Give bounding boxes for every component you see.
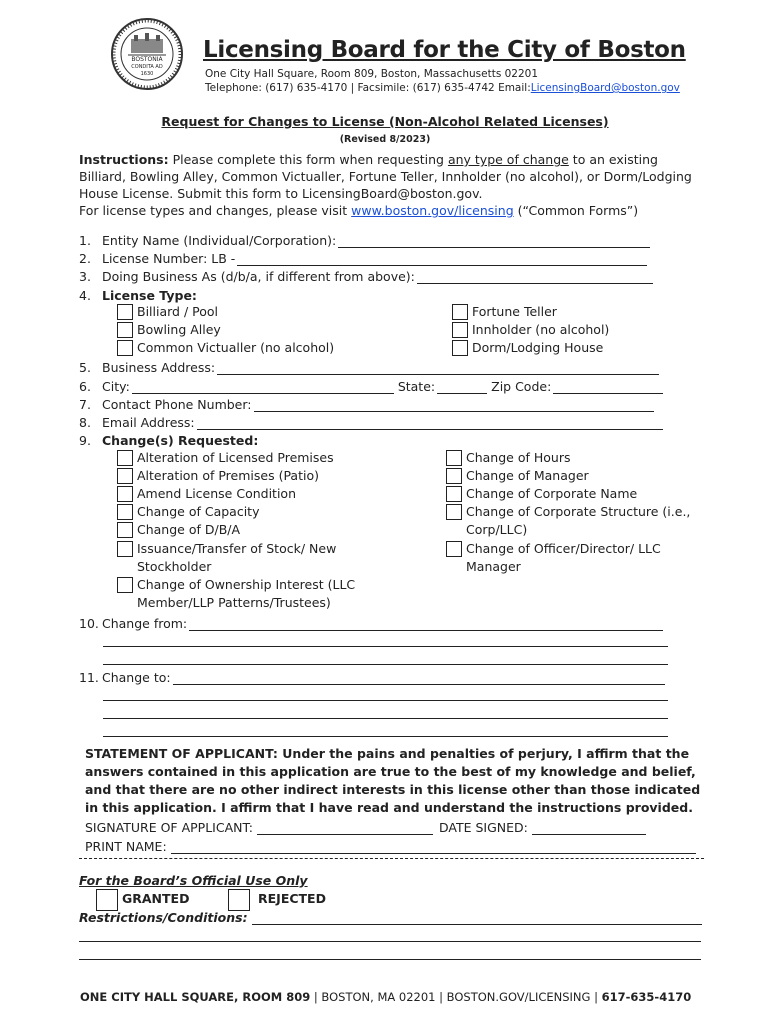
field-print-name: PRINT NAME: [85,836,696,854]
checkbox-corp-structure[interactable]: Change of Corporate Structure (i.e., Corp/LLC) [446,503,690,539]
checkbox-icon[interactable] [446,541,462,557]
checkbox-icon[interactable] [452,340,468,356]
field-signature: SIGNATURE OF APPLICANT: DATE SIGNED: [85,817,646,835]
svg-text:CONDITA AD: CONDITA AD [131,64,163,70]
checkbox-rejected[interactable]: REJECTED [228,888,326,911]
svg-text:BOSTONIA: BOSTONIA [131,56,163,63]
change-to-line-2[interactable] [103,700,668,701]
business-address-input[interactable] [217,360,659,375]
date-signed-input[interactable] [532,820,646,835]
phone-fax: Telephone: (617) 635-4170 | Facsimile: (617) 635-4742 Email: [205,82,531,94]
field-license-type: 4. License Type: [79,288,197,303]
applicant-statement: STATEMENT OF APPLICANT: Under the pains and penalties of perjury, I affirm that the answers contained in this application are true to the best of my knowledge and belief, and that there are no other indirect interests in this license other than those indicated in this application. I affirm that I have read and understand the instructions provided. [85,746,701,815]
checkbox-capacity[interactable]: Change of Capacity [117,503,259,521]
instructions-label: Instructions: [79,152,169,167]
checkbox-icon[interactable] [446,450,462,466]
field-changes-requested: 9. Change(s) Requested: [79,433,259,448]
change-from-input[interactable] [189,616,663,631]
change-from-line-2[interactable] [103,646,668,647]
zip-input[interactable] [553,379,663,394]
checkbox-granted[interactable]: GRANTED [96,888,189,911]
checkbox-icon[interactable] [117,322,133,338]
form-heading: Request for Changes to License (Non-Alcohol Related Licenses) [161,114,609,129]
checkbox-icon[interactable] [117,450,133,466]
field-change-to: 11. Change to: [79,667,665,685]
checkbox-billiard[interactable]: Billiard / Pool [117,303,218,321]
checkbox-officer[interactable]: Change of Officer/Director/ LLC Manager [446,540,661,576]
checkbox-icon[interactable] [117,340,133,356]
checkbox-dorm[interactable]: Dorm/Lodging House [452,339,603,357]
official-use-title: For the Board’s Official Use Only [79,873,308,888]
checkbox-icon[interactable] [446,486,462,502]
checkbox-icon[interactable] [446,504,462,520]
change-to-line-4[interactable] [103,736,668,737]
city-input[interactable] [132,379,394,394]
instructions: Instructions: Please complete this form when requesting any type of change to an existing Billiard, Bowling Alley, Common Victualler, Fortune Teller, Innholder (no alcohol), or Dorm/Lodging House License. Submit this form to LicensingBoard@boston.gov. For license types and changes, please visit www.boston.gov/licensing (“Common Forms”) [79,152,692,218]
field-change-from: 10. Change from: [79,613,663,631]
checkbox-icon[interactable] [117,577,133,593]
checkbox-bowling[interactable]: Bowling Alley [117,321,221,339]
checkbox-alteration-patio[interactable]: Alteration of Premises (Patio) [117,467,319,485]
licensing-link[interactable]: www.boston.gov/licensing [351,203,514,218]
dba-input[interactable] [417,269,653,284]
city-seal-logo [110,17,184,91]
footer: ONE CITY HALL SQUARE, ROOM 809 | BOSTON, MA 02201 | BOSTON.GOV/LICENSING | 617-635-4170 [80,990,692,1004]
checkbox-manager[interactable]: Change of Manager [446,467,589,485]
change-to-line-3[interactable] [103,718,668,719]
checkbox-fortune-teller[interactable]: Fortune Teller [452,303,557,321]
checkbox-icon[interactable] [446,468,462,484]
checkbox-victualler[interactable]: Common Victualler (no alcohol) [117,339,334,357]
address-line: One City Hall Square, Room 809, Boston, Massachusetts 02201 [205,68,539,80]
state-input[interactable] [437,379,487,394]
checkbox-dba[interactable]: Change of D/B/A [117,521,240,539]
revision-date: (Revised 8/2023) [339,134,431,145]
field-entity-name: 1. Entity Name (Individual/Corporation): [79,230,650,248]
field-dba: 3. Doing Business As (d/b/a, if different from above): [79,266,653,284]
signature-input[interactable] [257,820,433,835]
checkbox-alteration-licensed[interactable]: Alteration of Licensed Premises [117,449,334,467]
checkbox-stock[interactable]: Issuance/Transfer of Stock/ New Stockholder [117,540,336,576]
field-business-address: 5. Business Address: [79,357,659,375]
checkbox-icon[interactable] [117,468,133,484]
contact-info [205,67,680,95]
field-phone: 7. Contact Phone Number: [79,394,654,412]
checkbox-icon[interactable] [117,522,133,538]
field-email: 8. Email Address: [79,412,663,430]
restrictions-line-2[interactable] [79,941,701,942]
checkbox-icon[interactable] [117,304,133,320]
phone-input[interactable] [254,397,654,412]
page-title: Licensing Board for the City of Boston [203,37,686,63]
field-restrictions: Restrictions/Conditions: [79,907,702,925]
checkbox-corp-name[interactable]: Change of Corporate Name [446,485,637,503]
field-city-state-zip: 6. City: State: Zip Code: [79,376,663,394]
email-input[interactable] [197,415,663,430]
field-license-number: 2. License Number: LB - [79,248,647,266]
entity-name-input[interactable] [338,233,650,248]
license-number-input[interactable] [237,251,647,266]
separator [79,858,704,859]
change-from-line-3[interactable] [103,664,668,665]
checkbox-icon[interactable] [452,304,468,320]
checkbox-ownership[interactable]: Change of Ownership Interest (LLC Member/LLP Patterns/Trustees) [117,576,355,612]
svg-text:1630: 1630 [140,71,154,77]
checkbox-icon[interactable] [452,322,468,338]
checkbox-icon[interactable] [117,541,133,557]
checkbox-innholder[interactable]: Innholder (no alcohol) [452,321,609,339]
checkbox-amend-condition[interactable]: Amend License Condition [117,485,296,503]
change-to-input[interactable] [173,670,665,685]
email-link[interactable]: LicensingBoard@boston.gov [530,82,680,94]
print-name-input[interactable] [171,839,696,854]
restrictions-line-3[interactable] [79,959,701,960]
checkbox-icon[interactable] [117,504,133,520]
restrictions-input[interactable] [252,910,702,925]
checkbox-hours[interactable]: Change of Hours [446,449,570,467]
checkbox-icon[interactable] [117,486,133,502]
